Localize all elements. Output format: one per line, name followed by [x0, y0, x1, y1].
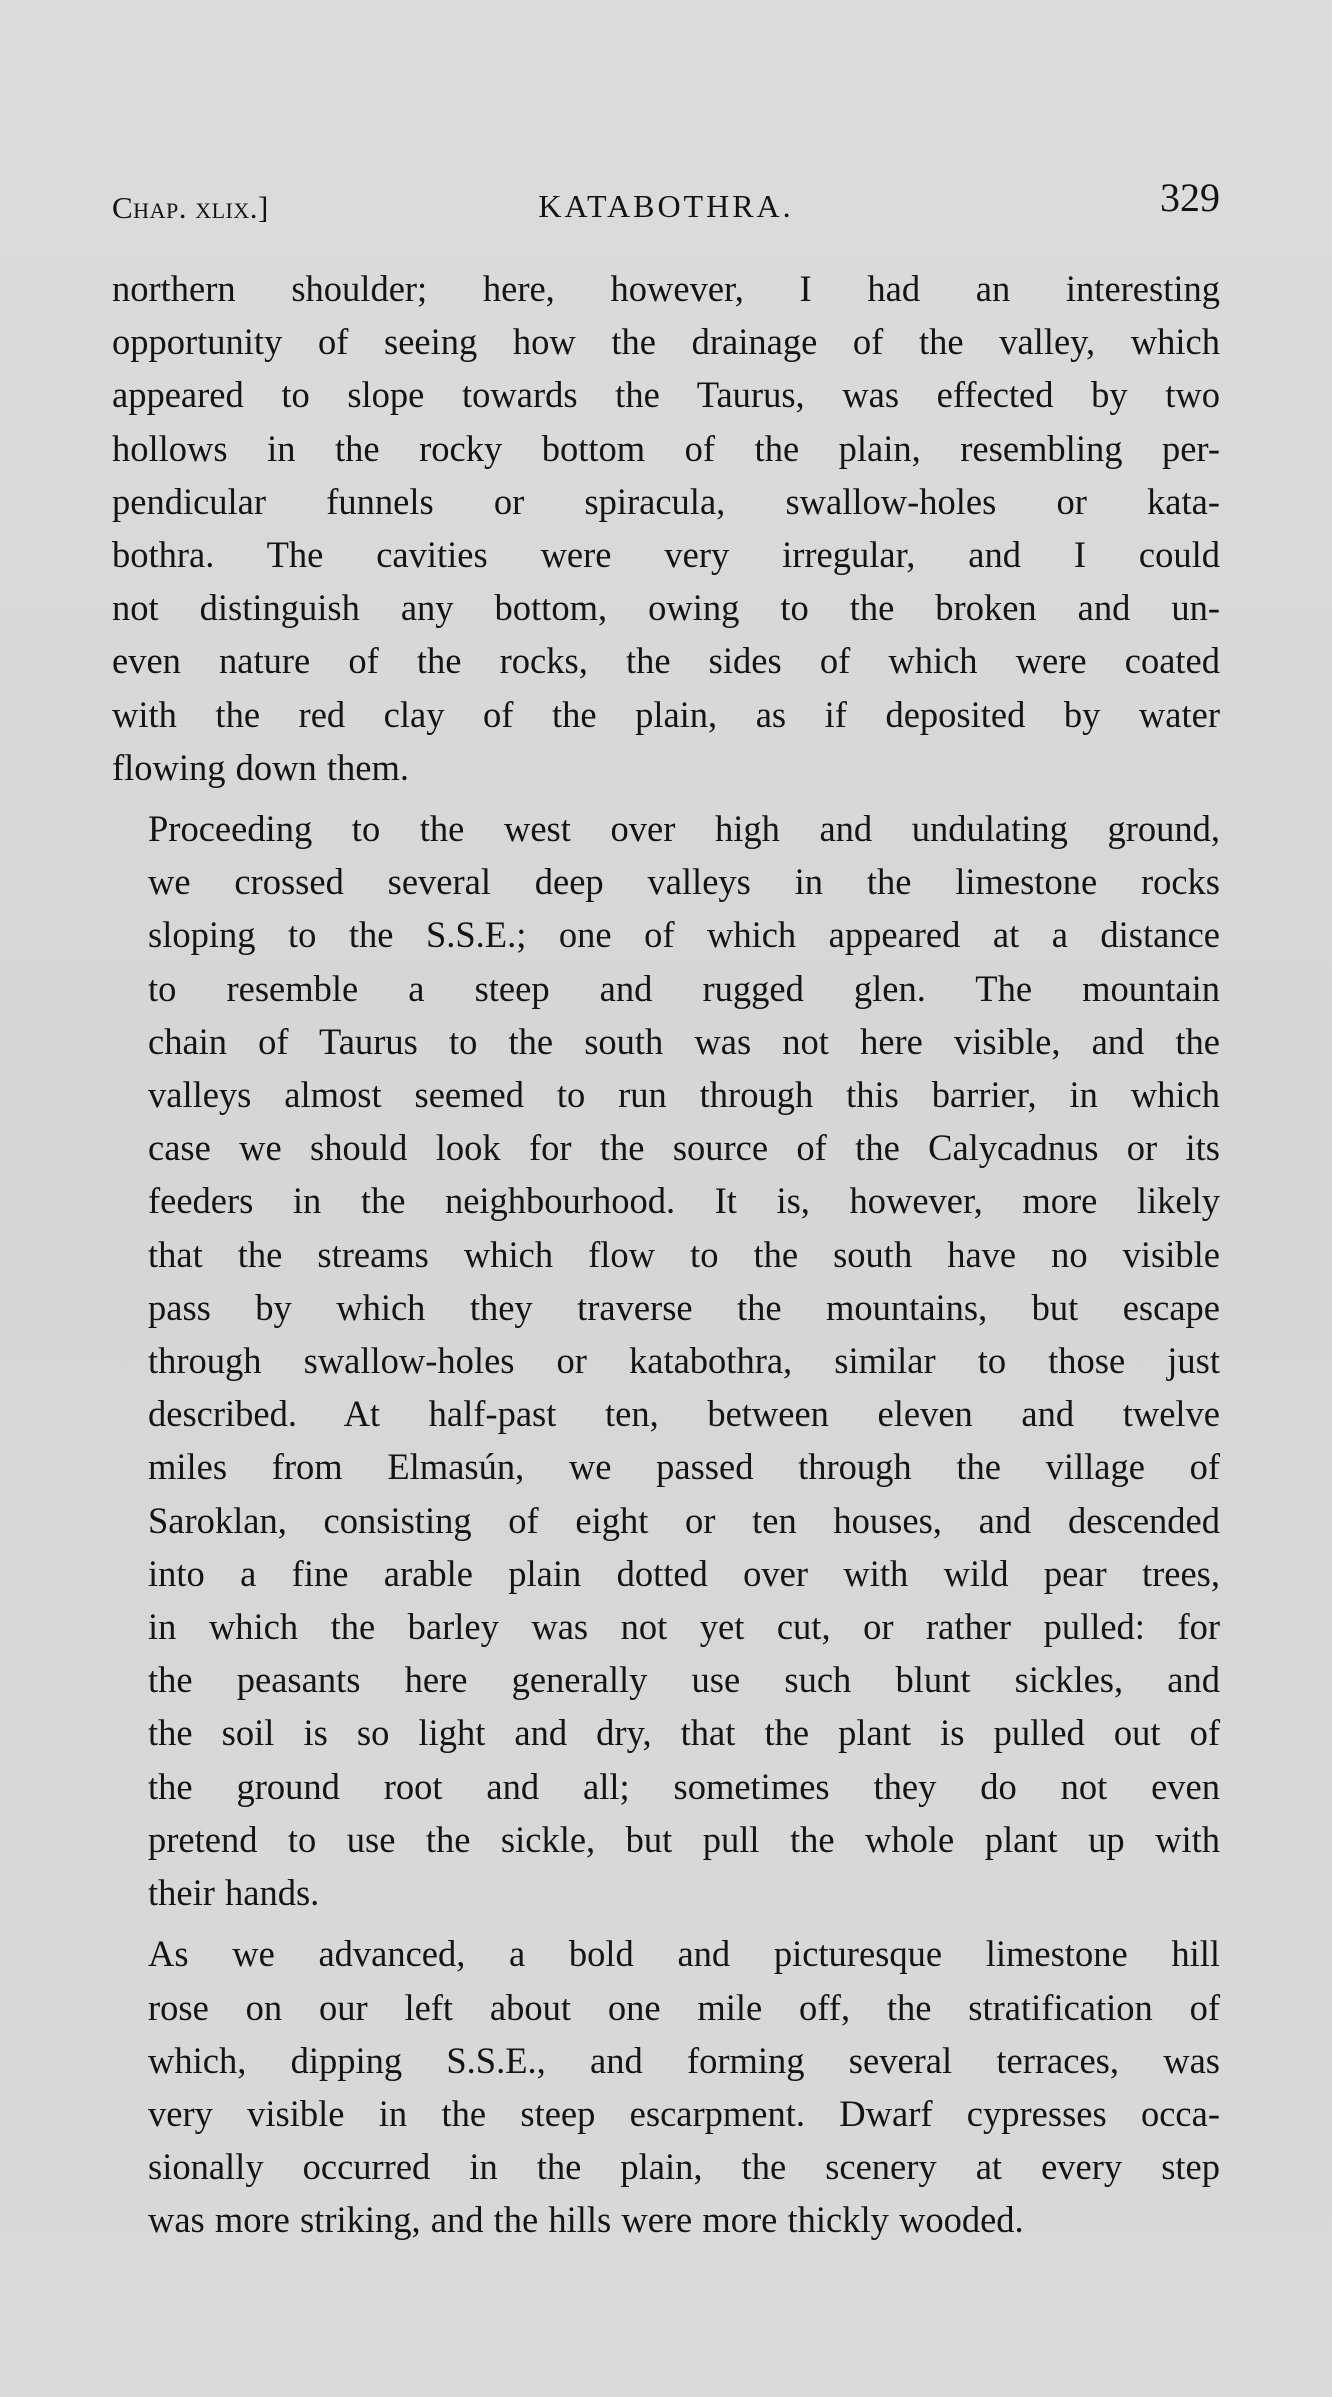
text-line: sionally occurred in the plain, the scenery at every step: [148, 2146, 1220, 2188]
text-line: feeders in the neighbourhood. It is, however, more likely: [148, 1180, 1220, 1222]
paragraph-2: [112, 802, 1220, 1919]
text-line: very visible in the steep escarpment. Dwarf cypresses occa-: [148, 2092, 1220, 2134]
text-line: As we advanced, a bold and picturesque limestone hill: [148, 1933, 1220, 1975]
running-title: KATABOTHRA.: [538, 188, 794, 224]
text-line: their hands.: [148, 1872, 320, 1914]
body-text: [112, 262, 1220, 2247]
text-line: with the red clay of the plain, as if deposited by water: [112, 693, 1220, 735]
text-line: opportunity of seeing how the drainage of the valley, which: [112, 321, 1220, 363]
text-line: valleys almost seemed to run through this barrier, in which: [148, 1074, 1220, 1116]
text-line: appeared to slope towards the Taurus, was effected by two: [112, 374, 1220, 416]
page-number: 329: [1160, 175, 1220, 220]
text-line: which, dipping S.S.E., and forming several terraces, was: [148, 2039, 1220, 2081]
text-line: in which the barley was not yet cut, or rather pulled: for: [148, 1606, 1220, 1648]
paragraph-3: [112, 1927, 1220, 2246]
text-line: to resemble a steep and rugged glen. The mountain: [148, 967, 1220, 1009]
text-line: was more striking, and the hills were more thickly wooded.: [148, 2199, 1024, 2241]
text-line: Saroklan, consisting of eight or ten houses, and descended: [148, 1499, 1220, 1541]
text-line: bothra. The cavities were very irregular, and I could: [112, 534, 1220, 576]
text-line: even nature of the rocks, the sides of which were coated: [112, 640, 1220, 682]
text-line: hollows in the rocky bottom of the plain, resembling per-: [112, 427, 1220, 469]
text-line: chain of Taurus to the south was not here visible, and the: [148, 1020, 1220, 1062]
text-line: through swallow-holes or katabothra, similar to those just: [148, 1340, 1220, 1382]
text-line: the peasants here generally use such blunt sickles, and: [148, 1659, 1220, 1701]
text-line: sloping to the S.S.E.; one of which appeared at a distance: [148, 914, 1220, 956]
text-line: miles from Elmasún, we passed through the village of: [148, 1446, 1220, 1488]
text-line: pass by which they traverse the mountains, but escape: [148, 1286, 1220, 1328]
text-line: we crossed several deep valleys in the limestone rocks: [148, 861, 1220, 903]
text-line: rose on our left about one mile off, the stratification of: [148, 1986, 1220, 2028]
text-line: flowing down them.: [112, 746, 410, 788]
text-line: described. At half-past ten, between eleven and twelve: [148, 1393, 1220, 1435]
text-line: pretend to use the sickle, but pull the whole plant up with: [148, 1818, 1220, 1860]
text-line: not distinguish any bottom, owing to the broken and un-: [112, 587, 1220, 629]
paragraph-1: [112, 262, 1220, 794]
text-line: that the streams which flow to the south have no visible: [148, 1233, 1220, 1275]
text-line: the soil is so light and dry, that the plant is pulled out of: [148, 1712, 1220, 1754]
text-line: into a fine arable plain dotted over with wild pear trees,: [148, 1552, 1220, 1594]
running-header: [112, 172, 1220, 232]
chapter-reference: Chap. xlix.]: [112, 190, 269, 225]
text-line: the ground root and all; sometimes they do not even: [148, 1765, 1220, 1807]
text-line: case we should look for the source of the Calycadnus or its: [148, 1127, 1220, 1169]
text-line: pendicular funnels or spiracula, swallow-holes or kata-: [112, 480, 1220, 522]
text-line: northern shoulder; here, however, I had an interesting: [112, 268, 1220, 309]
text-line: Proceeding to the west over high and undulating ground,: [148, 808, 1220, 850]
